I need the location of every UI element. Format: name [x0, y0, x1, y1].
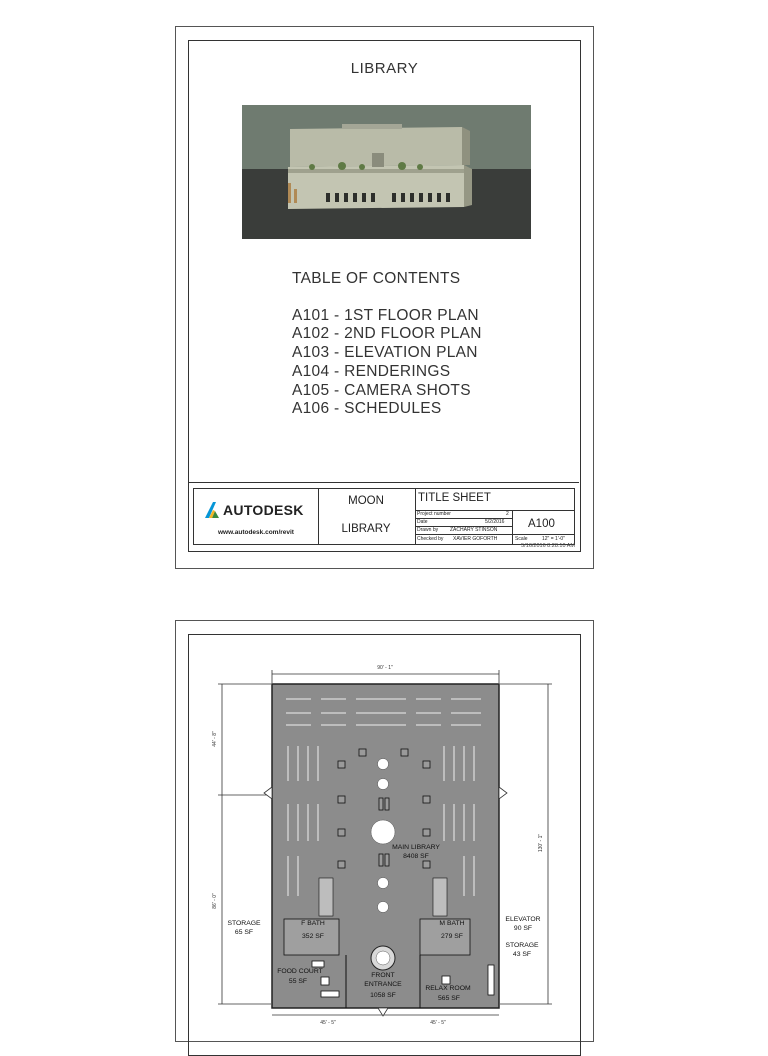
checked-by-label: Checked by: [417, 536, 444, 542]
sheet-name: TITLE SHEET: [418, 492, 491, 504]
building-rendering: [242, 105, 531, 239]
room-f-bath-area: 352 SF: [302, 933, 324, 940]
room-front-entrance-2: ENTRANCE: [364, 981, 402, 988]
autodesk-logo-icon: [204, 501, 220, 519]
drawn-by-value: ZACHARY STINSON: [450, 527, 498, 533]
dim-bottom-left: 45' - 5": [320, 1020, 336, 1025]
room-relax-room: RELAX ROOM: [425, 985, 471, 992]
drawn-by-label: Drawn by: [417, 527, 439, 533]
room-storage-west-area: 65 SF: [234, 929, 254, 936]
checked-by-value: XAVIER GOFORTH: [453, 536, 498, 542]
date-value: 5/2/2016: [485, 519, 505, 525]
title-block: [188, 482, 579, 551]
project-name-line1: MOON: [348, 495, 384, 507]
dim-right: 130' - 1": [538, 833, 544, 853]
sheet-number: A100: [528, 518, 555, 530]
room-main-library: MAIN LIBRARY: [392, 844, 440, 851]
dim-bottom-right: 45' - 5": [430, 1020, 446, 1025]
toc-item: A103 - ELEVATION PLAN: [292, 344, 478, 362]
dim-left-lower: 86' - 0": [212, 893, 218, 909]
floor-plan-sheet: [175, 620, 594, 1042]
room-relax-room-area: 565 SF: [438, 995, 460, 1002]
sheet-info-box: [415, 488, 575, 545]
scale-label: Scale: [515, 536, 528, 542]
date-label: Date: [417, 519, 428, 525]
room-storage-east-area: 43 SF: [512, 951, 532, 958]
dim-top: 90' - 1": [377, 665, 393, 671]
print-timestamp: 5/16/2016 8:28:10 AM: [521, 543, 575, 549]
autodesk-url: www.autodesk.com/revit: [218, 529, 294, 536]
logo-text: AUTODESK: [223, 502, 304, 518]
room-elevator: ELEVATOR: [505, 916, 541, 923]
room-storage-east: STORAGE: [505, 942, 539, 949]
table-of-contents: [292, 270, 482, 419]
sheet-title: LIBRARY: [350, 60, 419, 77]
room-food-court-area: 55 SF: [288, 978, 308, 985]
autodesk-logo: [204, 501, 304, 519]
project-number-label: Project number: [417, 511, 451, 517]
room-front-entrance: FRONT: [371, 972, 395, 979]
title-sheet: [175, 26, 594, 569]
dim-left-upper: 44' - 8": [212, 731, 218, 747]
room-m-bath-area: 279 SF: [441, 933, 463, 940]
toc-heading: TABLE OF CONTENTS: [292, 270, 461, 287]
project-name-line2: LIBRARY: [341, 523, 391, 535]
toc-item: A101 - 1ST FLOOR PLAN: [292, 306, 479, 324]
project-name-box: [317, 488, 416, 545]
room-m-bath: M BATH: [439, 920, 465, 927]
toc-item: A105 - CAMERA SHOTS: [292, 381, 471, 399]
room-front-entrance-area: 1058 SF: [370, 992, 396, 999]
first-floor-plan: [176, 621, 593, 1025]
room-elevator-area: 90 SF: [513, 925, 533, 932]
toc-item: A104 - RENDERINGS: [292, 362, 451, 380]
toc-item: A106 - SCHEDULES: [292, 400, 442, 418]
room-main-library-area: 8408 SF: [403, 853, 429, 860]
room-f-bath: F BATH: [301, 920, 325, 927]
project-number: 2: [506, 511, 509, 517]
scale-value: 12" = 1'-0": [542, 536, 565, 542]
toc-item: A102 - 2ND FLOOR PLAN: [292, 325, 482, 343]
room-storage-west: STORAGE: [227, 920, 261, 927]
room-food-court: FOOD COURT: [277, 968, 323, 975]
logo-box: [193, 488, 319, 545]
